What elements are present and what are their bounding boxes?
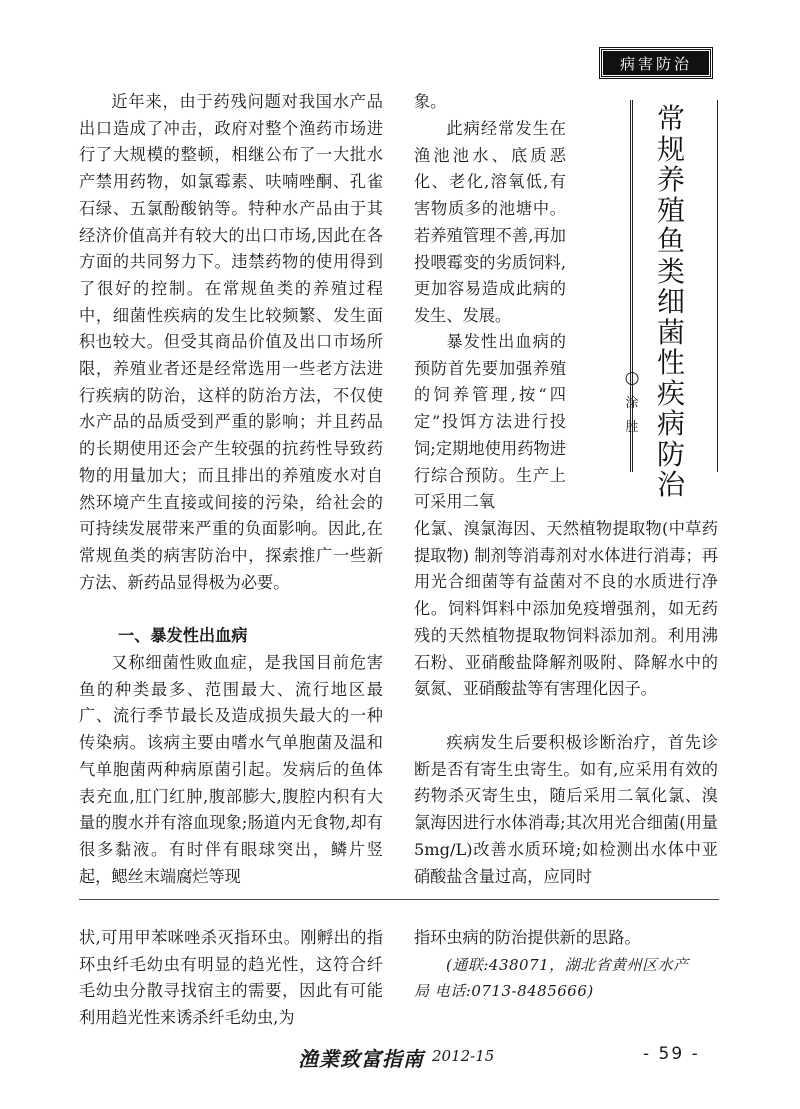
author-name: 涂 胜 [625,396,639,435]
lower-left-paragraph: 状,可用甲苯咪唑杀灭指环虫。刚孵出的指环虫纤毛幼虫有明显的趋光性，这符合纤毛幼虫分散寻找宿主的需要，因此有可能利用趋光性来诱杀纤毛幼虫,为 [79,928,383,1028]
prevention-paragraph: 暴发性出血病的预防首先要加强养殖的饲养管理,按“四定”投饵方法进行投饲;定期地使用药物进行综合预防。生产上可采用二氧 [414,332,566,512]
contact-line: 局 电话:0713-8485666) [414,982,594,1000]
treatment-paragraph: 疾病发生后要积极诊断治疗，首先诊断是否有寄生虫寄生。如有,应采用有效的药物杀灭寄生虫，随后采用二氧化氯、溴氯海因进行水体消毒;其次用光合细菌(用量 5mg/L)改善水质环境;如检测出水体中亚硝酸盐含量过高，应同时 [414,733,718,886]
author-mark: ○ [624,368,640,388]
section-tag: 病害防治 [600,48,712,78]
page-number: - 59 - [643,1044,700,1064]
lower-right-paragraph: 指环虫病的防治提供新的思路。 [414,928,641,947]
prevention-paragraph-continued: 化氯、溴氯海因、天然植物提取物(中草药提取物) 制剂等消毒剂对水体进行消毒；再用光合细菌等有益菌对不良的水质进行净化。饲料饵料中添加免疫增强剂，如无药残的天然植物提取物饲料添加剂。利用沸石粉、亚硝酸盐降解剂吸附、降解水中的氨氮、亚硝酸盐等有害理化因子。 [414,519,718,699]
journal-title: 渔業致富指南 [298,1047,424,1071]
conditions-paragraph: 此病经常发生在渔池池水、底质恶化、老化,溶氧低,有害物质多的池塘中。若养殖管理不善,再加投喂霉变的劣质饲料,更加容易造成此病的发生、发展。 [414,119,566,325]
divider [79,899,719,900]
section-paragraph: 又称细菌性败血症，是我国目前危害鱼的种类最多、范围最大、流行地区最广、流行季节最长及造成损失最大的一种传染病。该病主要由嗜水气单胞菌及温和气单胞菌两种病原菌引起。发病后的鱼体表充血,肛门红肿,腹部膨大,腹腔内积有大量的腹水并有溶血现象;肠道内无食物,却有很多黏液。有时伴有眼球突出，鳞片竖起，鳃丝末端腐烂等现 [79,653,383,886]
article-title: 常规养殖鱼类细菌性疾病防治 [656,102,685,501]
section-heading: 一、暴发性出血病 [118,626,248,645]
intro-paragraph: 近年来，由于药残问题对我国水产品出口造成了冲击，政府对整个渔药市场进行了大规模的整顿，相继公布了一大批水产禁用药物，如氯霉素、呋喃唑酮、孔雀石绿、五氯酚酸钠等。特种水产品由于其经济价值高并有较大的出口市场,因此在各方面的共同努力下。违禁药物的使用得到了很好的控制。在常规鱼类的养殖过程中，细菌性疾病的发生比较频繁、发生面积也较大。但受其商品价值及出口市场所限，养殖业者还是经常选用一些老方法进行疾病的防治，这样的防治方法，不仅使水产品的品质受到严重的影响；并且药品的长期使用还会产生较强的抗药性导致药物的用量加大；而且排出的养殖废水对自然环境产生直接或间接的污染，给社会的可持续发展带来严重的负面影响。因此,在常规鱼类的病害防治中，探索推广一些新方法、新药品显得极为必要。 [79,92,383,592]
issue-number: 2012-15 [432,1047,495,1065]
continuation-line: 象。 [414,92,447,111]
contact-line: (通联:438071，湖北省黄州区水产 [446,956,689,974]
